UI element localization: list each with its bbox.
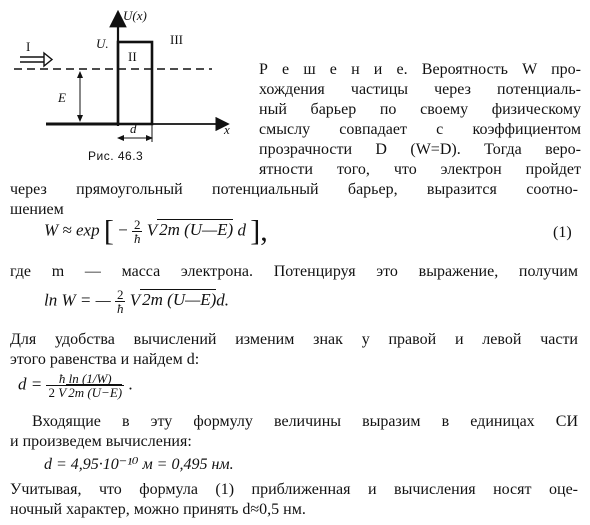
- formula-1-fraction: $\frac{2}{ħ}$: [133, 217, 141, 246]
- x-axis-label: x: [224, 122, 230, 137]
- formula-2-lhs: ln W = —: [44, 290, 111, 310]
- text-line: смыслу совпадает с коэффициентом: [259, 121, 581, 138]
- text-line: хождения частицы через потенциаль-: [259, 81, 581, 98]
- text-line: и произведем вычисления:: [10, 433, 192, 450]
- open-bracket: [: [103, 214, 114, 248]
- formula-1: [44, 214, 268, 248]
- width-label: d: [130, 121, 137, 136]
- text-line: этого равенства и найдем d:: [10, 351, 200, 368]
- y-axis-label: U(x): [123, 8, 147, 23]
- potential-barrier-figure: [6, 6, 246, 144]
- text-line: ный барьер по своему физическому: [259, 101, 581, 118]
- text-line: через прямоугольный потенциальный барьер, выразится соотно-: [10, 181, 578, 198]
- formula-2-tail: d.: [216, 290, 230, 310]
- formula-3-lhs: d =: [18, 374, 43, 394]
- formula-1-tail: d: [237, 220, 246, 240]
- formula-4: d = 4,95·10⁻¹⁰ м = 0,495 нм.: [44, 456, 234, 473]
- region-1-label: I: [26, 39, 31, 54]
- equation-number: (1): [553, 224, 572, 241]
- root-sign: V: [129, 290, 141, 310]
- text-line: ночный характер, можно принять d≈0,5 нм.: [10, 501, 306, 518]
- text-line: Входящие в эту формулу величины выразим в единицах СИ: [32, 413, 578, 430]
- si-paragraph: [10, 412, 578, 452]
- continuation-paragraph: [10, 180, 578, 220]
- formula-3: [18, 372, 133, 399]
- formula-2-fraction: $\frac{2}{ħ}$: [116, 287, 124, 316]
- text-line: шением: [10, 201, 64, 218]
- text-line: прозрачности D (W=D). Тогда веро-: [259, 141, 581, 158]
- formula-1-lhs: W ≈ exp: [44, 220, 100, 240]
- formula-2-radicand: 2m (U—E): [142, 290, 217, 310]
- figure-caption: Рис. 46.3: [88, 149, 144, 163]
- text-line: Учитывая, что формула (1) приближенная и вычисления носят оце-: [10, 481, 578, 498]
- formula-1-radicand: 2m (U—E): [159, 220, 234, 240]
- final-paragraph: [10, 480, 578, 520]
- text-line: Р е ш е н и е. Вероятность W про-: [259, 61, 581, 78]
- text-line: где m — масса электрона. Потенцируя это выражение, получим: [10, 263, 578, 280]
- energy-label: E: [58, 90, 66, 105]
- mass-paragraph: [10, 262, 578, 282]
- root-sign: V: [146, 220, 158, 240]
- convenience-paragraph: [10, 330, 578, 370]
- intro-paragraph: [259, 60, 581, 180]
- formula-2: [44, 288, 229, 315]
- region-3-label: III: [170, 32, 183, 47]
- text-line: Для удобства вычислений изменим знак у правой и левой части: [10, 331, 578, 348]
- text-line: ятности того, что электрон пройдет: [259, 161, 581, 178]
- barrier-height-label: U.: [96, 36, 109, 51]
- formula-3-tail: .: [128, 374, 133, 394]
- region-2-label: II: [128, 49, 137, 64]
- formula-3-fraction: $\frac{\text{ħ ln (1/W)}}{2 V 2m (U-E)}$: [48, 371, 123, 400]
- close-bracket: ],: [250, 214, 268, 248]
- formula-1-minus: −: [118, 220, 128, 240]
